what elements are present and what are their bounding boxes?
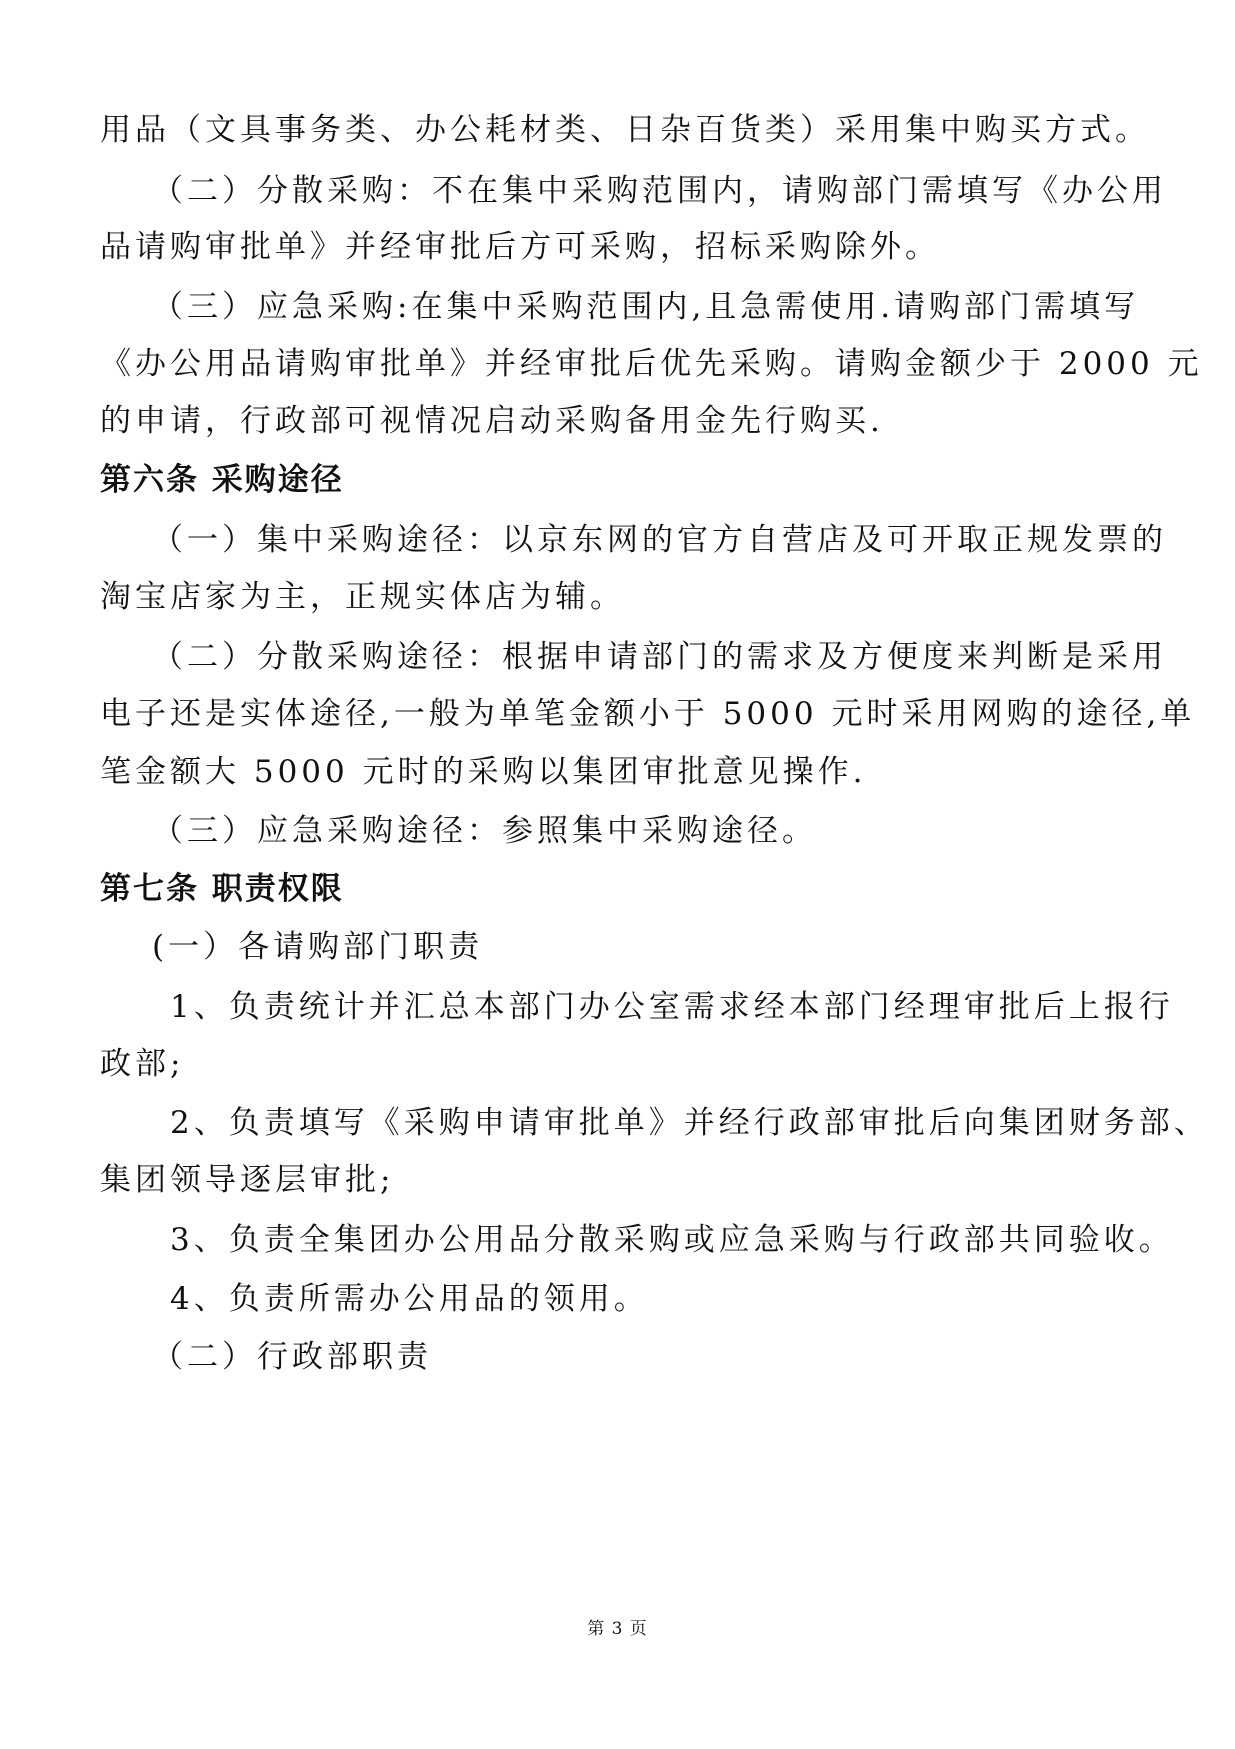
paragraph-line: （三）应急采购:在集中采购范围内,且急需使用.请购部门需填写 xyxy=(152,289,1140,325)
paragraph-line: 2、负责填写《采购申请审批单》并经行政部审批后向集团财务部、 xyxy=(170,1105,1209,1141)
paragraph-line: （三）应急采购途径：参照集中采购途径。 xyxy=(152,813,817,849)
paragraph-line: 政部; xyxy=(100,1046,185,1082)
paragraph-line: 的申请，行政部可视情况启动采购备用金先行购买. xyxy=(100,403,884,439)
paragraph-line: 1、负责统计并汇总本部门办公室需求经本部门经理审批后上报行 xyxy=(170,989,1174,1025)
paragraph-line: (一）各请购部门职责 xyxy=(152,929,484,965)
section-heading: 第六条 采购途径 xyxy=(100,462,344,498)
paragraph-line: （一）集中采购途径：以京东网的官方自营店及可开取正规发票的 xyxy=(152,522,1167,558)
paragraph-line: 集团领导逐层审批; xyxy=(100,1162,395,1198)
paragraph-line: 品请购审批单》并经审批后方可采购，招标采购除外。 xyxy=(100,229,940,265)
paragraph-line: 笔金额大 5000 元时的采购以集团审批意见操作. xyxy=(100,754,867,790)
paragraph-line: 淘宝店家为主，正规实体店为辅。 xyxy=(100,579,625,615)
paragraph-line: 用品（文具事务类、办公耗材类、日杂百货类）采用集中购买方式。 xyxy=(100,112,1150,148)
section-heading: 第七条 职责权限 xyxy=(100,871,344,907)
paragraph-line: （二）分散采购：不在集中采购范围内，请购部门需填写《办公用 xyxy=(152,173,1167,209)
paragraph-line: （二）分散采购途径：根据申请部门的需求及方便度来判断是采用 xyxy=(152,639,1167,675)
paragraph-line: （二）行政部职责 xyxy=(152,1339,432,1375)
page-number: 第 3 页 xyxy=(587,1619,648,1639)
paragraph-line: 《办公用品请购审批单》并经审批后优先采购。请购金额少于 2000 元 xyxy=(100,346,1203,382)
paragraph-line: 4、负责所需办公用品的领用。 xyxy=(170,1281,649,1317)
paragraph-line: 3、负责全集团办公用品分散采购或应急采购与行政部共同验收。 xyxy=(170,1222,1174,1258)
paragraph-line: 电子还是实体途径,一般为单笔金额小于 5000 元时采用网购的途径,单 xyxy=(100,696,1196,732)
